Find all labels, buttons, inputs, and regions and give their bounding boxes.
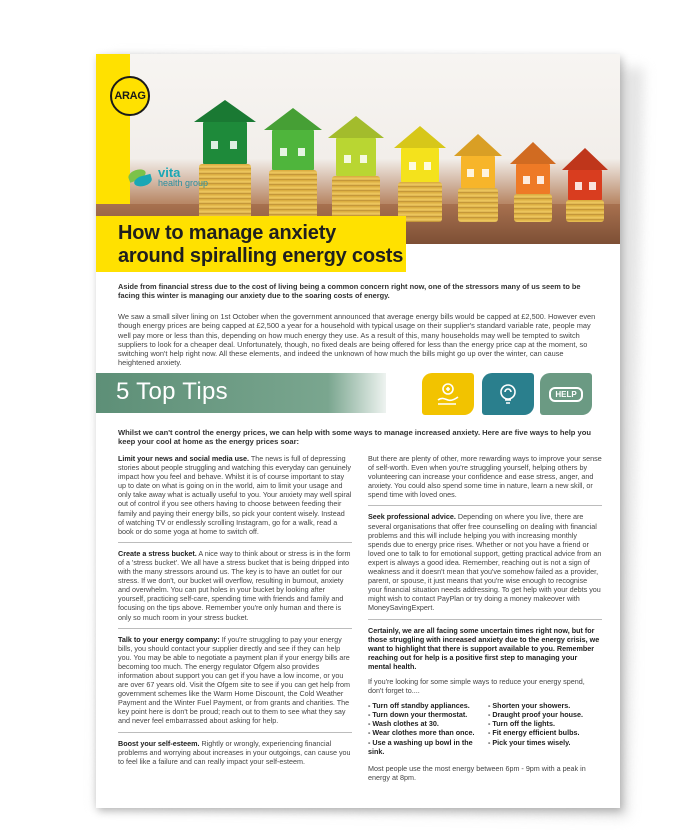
intro-body: We saw a small silver lining on 1st October when the government announced that average energy bills would be capped at £2,500. However even though energy prices are being capped at £2,500 a year for a household with typical usage on their supplier's standard variable rate, people may well pay more or less than this, depending on how much energy they use. As a result of this, many households may well be tempted to switch suppliers to look for a cheaper deal. Unfortunately, though, no fixed deals are being offered for less than the energy price cap at the moment, so switching won't help right now. All these elements, and indeed the unknown of how much the bills might go up over the winter, can cause heightened anxiety. — [118, 312, 596, 368]
right-column — [368, 454, 602, 788]
house-on-coins — [510, 142, 556, 222]
page-title: How to manage anxiety around spiralling energy costs — [118, 222, 404, 267]
self-esteem-continued: But there are plenty of other, more rewarding ways to improve your sense of self-worth. Even when you're struggling yourself, helping others by volunteering can increase your confidence and ease stress, anger, and anxiety. You could also spend some time in nature, learn a new skill, or spend time with loved ones. — [368, 454, 602, 506]
title-band — [96, 216, 406, 272]
tips-title: 5 Top Tips — [96, 373, 386, 413]
tips-columns — [118, 454, 602, 788]
house-on-coins — [194, 100, 256, 222]
tip-professional-advice: Seek professional advice. Depending on where you live, there are several organisations that offer free counselling on dealing with financial problems and this will include helping you with increasing monthly spends due to energy price rises. Whether or not you have a friend or loved one to talk to for emotional support, getting practical advice from an expert is always a good idea. Remember, reaching out is not a sign of weakness and it doesn't mean that you've somehow failed as a provider, parent, or spouse, it just means that you're wise enough to recognise your financial situation needs addressing. To get help with your debts you might wish to contact PayPlan or try doing a money makeover with MoneySavingExpert. — [368, 512, 602, 619]
closing-statement: Certainly, we are all facing some uncertain times right now, but for those struggling with increased anxiety due to the energy crisis, we want to highlight that there is support available to you. Remember reaching out for help is a positive first step to managing your mental health. — [368, 625, 600, 671]
tip-limit-news: Limit your news and social media use. The news is full of depressing stories about people struggling and watching this everyday can genuinely impact how you feel and behave. Whilst it is of course important to stay up to date on what is going on in the world, aim to limit your usage and only take away what is actually useful to you. Your anxiety may well spiral out of control if you see others having to choose between feeding their family and paying their energy bills, so pick your content wisely. Instead of watching TV or endlessly scrolling Instagram, go for a walk, read a book or do some yoga at home to switch off. — [118, 454, 352, 543]
house-on-coins — [264, 108, 322, 222]
tips-banner — [96, 367, 620, 425]
house-on-coins — [454, 134, 502, 222]
peak-note: Most people use the most energy between 6pm - 9pm with a peak in energy at 8pm. — [368, 763, 586, 782]
vita-name: vita — [158, 165, 181, 180]
list-item: - Turn off standby appliances. — [368, 701, 470, 711]
tip-stress-bucket: Create a stress bucket. A nice way to think about or stress is in the form of a 'stress bucket'. We all have a stress bucket that is being dripped into with the many stressors around us. The key is to have an outlet for our stress. If we don't, our bucket will overflow, resulting in burnout, anxiety and overwhelm. You can put holes in your bucket by looking after yourself, practicing self-care, spending time with friends and family and focusing on the tips above. Remember you're only human and there is only so much room in your stress bucket. — [118, 549, 352, 629]
help-speech-icon — [540, 373, 592, 415]
left-column — [118, 454, 352, 788]
reduce-spend-intro: If you're looking for some simple ways to reduce your energy spend, don't forget to.... — [368, 676, 585, 696]
house-on-coins — [562, 148, 608, 222]
list-item: - Turn down your thermostat. — [368, 710, 468, 720]
list-item: - Fit energy efficient bulbs. — [488, 728, 580, 738]
house-on-coins — [394, 126, 446, 222]
lightbulb-icon — [482, 373, 534, 415]
intro-lead: Aside from financial stress due to the cost of living being a common concern right now, one of the stressors many of us seem to be facing this winter is managing our anxiety due to the soaring costs of energy. — [118, 282, 581, 301]
list-item: - Shorten your showers. — [488, 701, 571, 711]
list-item: - Turn off the lights. — [488, 719, 555, 729]
house-on-coins — [328, 116, 384, 222]
tip-self-esteem: Boost your self-esteem. Rightly or wrongly, experiencing financial problems and worrying about increases in your outgoings, can cause you to feel like a failure and can really impact your self-esteem. — [118, 738, 351, 766]
vita-tagline: health group — [158, 178, 209, 188]
flyer-page — [96, 54, 620, 808]
list-item: - Wash clothes at 30. — [368, 719, 439, 729]
tip-energy-company: Talk to your energy company: If you're struggling to pay your energy bills, you should contact your supplier directly and see if they can help you. You may be able to negotiate a payment plan if your energy bills are becoming too much. The energy regulator Ofgem also provides information about support you can get if you have a low income, or you are over 67 years old. Visit the Ofgem site to see if you can get help from government schemes like the Warm Home Discount, the Cold Weather Payment and the Winter Fuel Payment, or from grants and charities. The key point here is don't be proud; reach out to them to see what they say and never feel embarrassed about asking for help. — [118, 635, 352, 733]
tips-lead: Whilst we can't control the energy prices, we can help with some ways to manage increased anxiety. Here are five ways to help you keep your cool at home as the energy prices soar: — [118, 428, 592, 447]
vita-leaf-icon — [128, 164, 154, 190]
list-item: - Pick your times wisely. — [488, 737, 571, 747]
list-item: - Draught proof your house. — [488, 710, 584, 720]
help-label: HELP — [549, 387, 582, 402]
energy-checklist — [368, 701, 602, 756]
vita-logo — [128, 164, 208, 190]
arag-logo: ARAG — [110, 76, 150, 116]
list-item: - Use a washing up bowl in the sink. — [368, 737, 473, 756]
list-item: - Wear clothes more than once. — [368, 728, 475, 738]
hand-heart-icon — [422, 373, 474, 415]
